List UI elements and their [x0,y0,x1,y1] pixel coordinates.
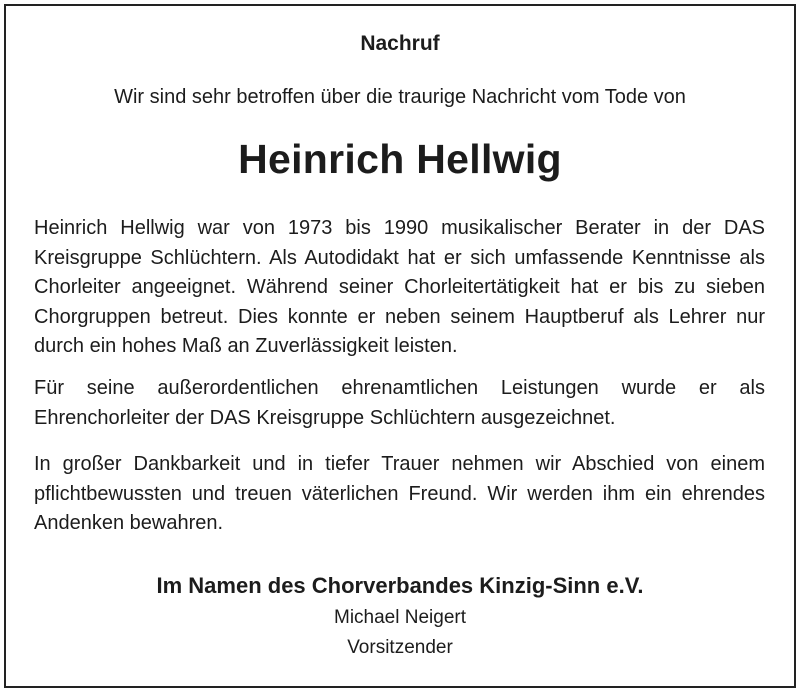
deceased-name: Heinrich Hellwig [238,136,562,182]
signature-organization: Im Namen des Chorverbandes Kinzig-Sinn e.V. [156,573,644,598]
signature-role: Vorsitzender [347,637,453,658]
signature-person: Michael Neigert [334,607,466,628]
intro-text: Wir sind sehr betroffen über die traurige Nachricht vom Tode von [114,86,686,108]
paragraph-farewell: In großer Dankbarkeit und in tiefer Trauer nehmen wir Abschied von einem pflichtbewussten und treuen väterlichen Freund. Wir werden ihm ein ehrendes Andenken bewahren. [34,453,765,534]
paragraph-career: Heinrich Hellwig war von 1973 bis 1990 musikalischer Berater in der DAS Kreisgruppe Schlüchtern. Als Autodidakt hat er sich umfassende Kenntnisse als Chorleiter angeeignet. Während seiner Chorleitertätigkeit hat er bis zu sieben Chorgruppen betreut. Dies konnte er neben seinem Hauptberuf als Lehrer nur durch ein hohes Maß an Zuverlässigkeit leisten. [34,217,765,357]
paragraph-honor: Für seine außerordentlichen ehrenamtlichen Leistungen wurde er als Ehrenchorleiter der DAS Kreisgruppe Schlüchtern ausgezeichnet. [34,377,765,429]
notice-heading: Nachruf [360,32,440,55]
